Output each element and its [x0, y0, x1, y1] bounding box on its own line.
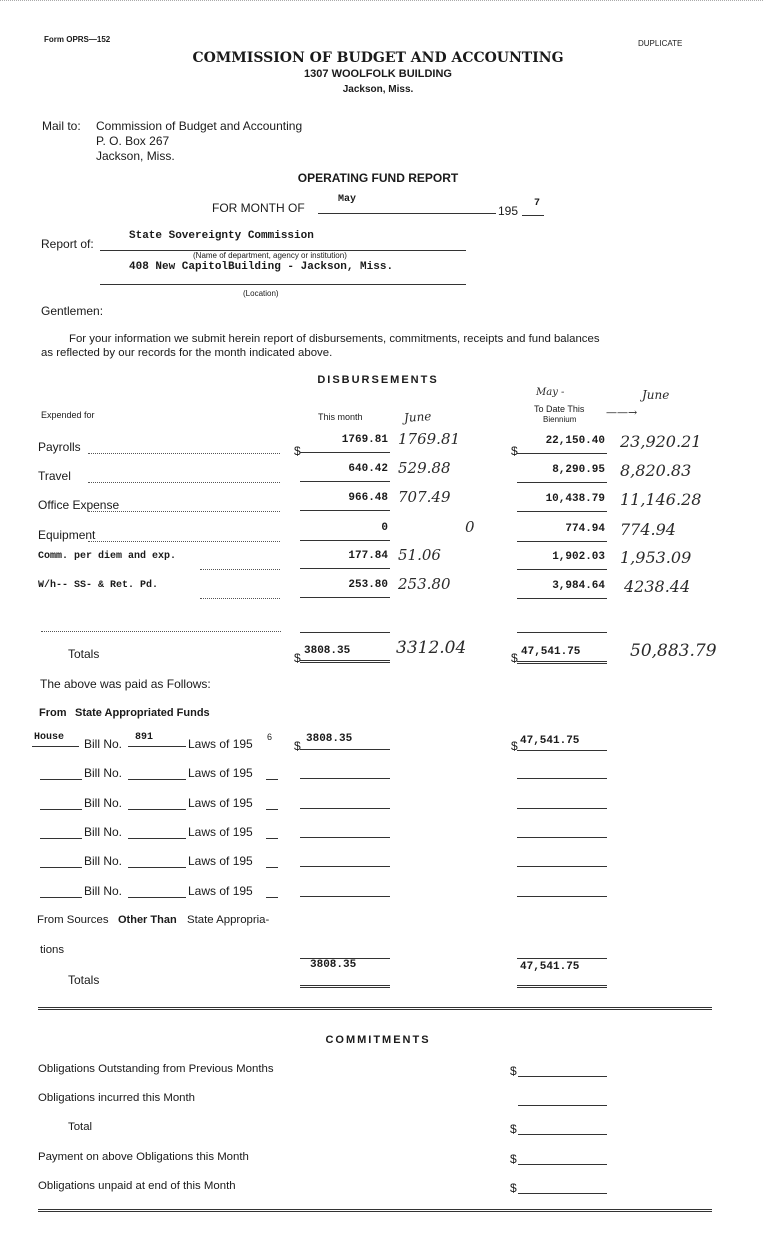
form-number: Form OPRS—152 — [44, 35, 111, 44]
bottom-divider — [38, 1209, 712, 1212]
disb-total-month-dline — [300, 660, 390, 663]
laws-label: Laws of 195 — [188, 854, 253, 868]
bill-to-date: 47,541.75 — [520, 735, 580, 747]
duplicate-stamp: DUPLICATE — [638, 39, 683, 48]
col-to-date: To Date This — [534, 404, 585, 414]
bill-house-blank — [40, 867, 82, 868]
salutation: Gentlemen: — [41, 304, 104, 318]
paid-totals-label: Totals — [68, 973, 100, 987]
hand-total-to-date: 50,883.79 — [630, 641, 717, 661]
other-sources-typed: Other Than — [118, 914, 177, 926]
col-biennium: Biennium — [543, 415, 577, 424]
house-underline — [32, 746, 79, 747]
year-prefix: 195 — [498, 204, 519, 218]
hand-to-date-value: 23,920.21 — [620, 432, 702, 451]
disb-row-dots — [88, 482, 280, 483]
year-underline — [522, 215, 544, 216]
hand-month-value: 51.06 — [398, 546, 441, 564]
disb-row-todate-line — [517, 541, 607, 542]
disb-total-dollar-1: $ — [294, 651, 301, 665]
commitment-dollar: $ — [510, 1152, 517, 1166]
laws-label: Laws of 195 — [188, 737, 253, 751]
bill-todate-blank — [517, 808, 607, 809]
paid-intro: The above was paid as Follows: — [40, 677, 211, 691]
org-city: Jackson, Miss. — [342, 84, 414, 95]
disb-row-dots — [200, 569, 280, 570]
report-title: OPERATING FUND REPORT — [297, 171, 459, 185]
disb-row-month-line — [300, 540, 390, 541]
paid-total-todate-dline — [517, 985, 607, 988]
report-month: May — [338, 194, 357, 205]
bill-no-blank — [128, 867, 186, 868]
laws-label: Laws of 195 — [188, 825, 253, 839]
disb-total-todate-dline — [517, 661, 607, 664]
disb-row-dots — [88, 511, 280, 512]
other-sources-post-2: tions — [40, 944, 65, 956]
col-expended-for: Expended for — [41, 410, 95, 420]
disb-row-label: Office Expense — [38, 498, 120, 512]
other-sources-pre: From Sources — [37, 914, 109, 926]
disb-total-to-date: 47,541.75 — [521, 646, 581, 658]
hand-month-value: 529.88 — [398, 459, 451, 477]
hand-month-value: 0 — [465, 518, 475, 536]
disb-totals-label: Totals — [68, 647, 100, 661]
commitments-title: COMMITMENTS — [325, 1034, 431, 1046]
org-title: COMMISSION OF BUDGET AND ACCOUNTING — [192, 50, 564, 66]
report-of-label: Report of: — [41, 237, 94, 251]
bill-no-blank — [128, 809, 186, 810]
disb-row-label: Payrolls — [38, 440, 81, 454]
bill-todate-blank — [517, 778, 607, 779]
disb-row-label: Equipment — [38, 528, 96, 542]
commitment-label: Obligations Outstanding from Previous Months — [38, 1063, 274, 1075]
bill-no-label: Bill No. — [84, 854, 123, 868]
house-label: House — [34, 732, 65, 743]
disb-total-month: 3808.35 — [304, 645, 351, 657]
commitment-label: Obligations incurred this Month — [38, 1092, 196, 1104]
commitment-label: Payment on above Obligations this Month — [38, 1151, 249, 1163]
for-month-label: FOR MONTH OF — [212, 201, 305, 215]
page-top-edge — [0, 0, 763, 1]
department-caption: (Name of department, agency or institution) — [193, 251, 347, 260]
disb-row-label: Comm. per diem and exp. — [38, 551, 177, 562]
commitment-blank-line — [518, 1164, 607, 1165]
laws-year-blank — [266, 897, 278, 898]
disb-row-to-date: 10,438.79 — [545, 493, 605, 505]
paid-total-to-date: 47,541.75 — [520, 961, 580, 973]
disb-row-todate-line — [517, 511, 607, 512]
year-digit: 7 — [534, 198, 541, 209]
commitment-label: Obligations unpaid at end of this Month — [38, 1180, 236, 1192]
disb-row-month-line — [300, 568, 390, 569]
disb-row-label: Travel — [38, 469, 71, 483]
bill-no-label: Bill No. — [84, 825, 123, 839]
commitment-dollar: $ — [510, 1064, 517, 1078]
blank-row-dots — [41, 631, 281, 632]
disbursements-title: DISBURSEMENTS — [317, 374, 439, 386]
commitment-dollar: $ — [510, 1122, 517, 1136]
disb-row-to-date: 8,290.95 — [552, 464, 605, 476]
disb-row-this-month: 0 — [381, 522, 388, 534]
laws-label: Laws of 195 — [188, 766, 253, 780]
commitment-blank-line — [518, 1193, 607, 1194]
hand-to-date-value: 11,146.28 — [620, 490, 702, 509]
bill-month-blank — [300, 866, 390, 867]
hand-total-month: 3312.04 — [396, 638, 467, 658]
hand-to-date-value: 4238.44 — [624, 577, 691, 596]
bill-dollar-1: $ — [294, 739, 301, 753]
disb-row-todate-line — [517, 482, 607, 483]
bill-no-label: Bill No. — [84, 884, 123, 898]
hand-month-value: 1769.81 — [398, 430, 461, 448]
intro-text-2: as reflected by our records for the month indicated above. — [41, 347, 333, 359]
disb-row-to-date: 3,984.64 — [552, 580, 605, 592]
col-this-month: This month — [318, 412, 363, 422]
bill-house-blank — [40, 838, 82, 839]
commitment-label: Total — [68, 1121, 93, 1133]
location-underline — [100, 284, 466, 285]
disb-total-dollar-2: $ — [511, 651, 518, 665]
bill-house-blank — [40, 779, 82, 780]
commitment-blank-line — [518, 1076, 607, 1077]
paid-from-value: State Appropriated Funds — [75, 707, 210, 719]
mail-to-line1: Commission of Budget and Accounting — [96, 119, 303, 133]
disb-row-this-month: 253.80 — [348, 579, 388, 591]
hand-to-date-value: 774.94 — [620, 520, 676, 539]
disb-row-to-date: 22,150.40 — [545, 435, 605, 447]
hand-month-value: 253.80 — [398, 575, 451, 593]
laws-year-blank — [266, 838, 278, 839]
location-caption: (Location) — [243, 289, 279, 298]
blank-row-todate-line — [517, 632, 607, 633]
bill-no-blank — [128, 838, 186, 839]
hand-june-col-2: June — [642, 388, 670, 402]
hand-month-value: 707.49 — [398, 488, 451, 506]
hand-arrow: ——→ — [606, 406, 638, 419]
disb-row-dollar: $ — [294, 444, 301, 458]
disb-row-dots — [88, 541, 280, 542]
laws-year-blank — [266, 779, 278, 780]
laws-digit: 6 — [267, 732, 273, 742]
hand-june-col: June — [403, 409, 432, 425]
disb-row-this-month: 1769.81 — [341, 434, 388, 446]
bill-dollar-2: $ — [511, 739, 518, 753]
bill-house-blank — [40, 897, 82, 898]
org-building: 1307 WOOLFOLK BUILDING — [304, 68, 452, 80]
disb-row-todate-line — [517, 598, 607, 599]
laws-label: Laws of 195 — [188, 796, 253, 810]
laws-year-blank — [266, 867, 278, 868]
disb-row-dots — [88, 453, 280, 454]
location-value: 408 New CapitolBuilding - Jackson, Miss. — [129, 261, 394, 273]
bill-month-blank — [300, 837, 390, 838]
department-name: State Sovereignty Commission — [129, 230, 314, 242]
bill-no-value: 891 — [135, 732, 154, 743]
bill-no-label: Bill No. — [84, 796, 123, 810]
bill-no-blank — [128, 897, 186, 898]
disb-row-to-date: 774.94 — [565, 523, 605, 535]
laws-year-blank — [266, 809, 278, 810]
bill-this-month: 3808.35 — [306, 733, 353, 745]
disb-row-this-month: 640.42 — [348, 463, 388, 475]
paid-total-month: 3808.35 — [310, 959, 357, 971]
mail-to-label: Mail to: — [42, 119, 81, 133]
commitment-blank-line — [518, 1105, 607, 1106]
other-todate-line — [517, 958, 607, 959]
bill-month-blank — [300, 808, 390, 809]
disb-row-month-line — [300, 597, 390, 598]
bill-no-label: Bill No. — [84, 737, 123, 751]
bill-no-label: Bill No. — [84, 766, 123, 780]
disb-row-label: W/h-- SS- & Ret. Pd. — [38, 580, 159, 591]
disb-row-this-month: 966.48 — [348, 492, 388, 504]
disb-row-todate-line — [517, 569, 607, 570]
paid-from-label: From — [39, 707, 67, 719]
commitment-blank-line — [518, 1134, 607, 1135]
paid-total-month-dline — [300, 985, 390, 988]
bill-house-blank — [40, 809, 82, 810]
commitment-dollar: $ — [510, 1181, 517, 1195]
bill-todate-underline — [517, 750, 607, 751]
section-divider — [38, 1007, 712, 1010]
disb-row-todate-line — [517, 453, 607, 454]
bill-no-underline — [128, 746, 186, 747]
disb-row-to-date: 1,902.03 — [552, 551, 605, 563]
laws-label: Laws of 195 — [188, 884, 253, 898]
disb-row-dollar-2: $ — [511, 444, 518, 458]
other-sources-post: State Appropria- — [187, 914, 270, 926]
mail-to-line3: Jackson, Miss. — [96, 149, 175, 163]
intro-text: For your information we submit herein report of disbursements, commitments, receipts and fund balances — [69, 333, 600, 345]
bill-todate-blank — [517, 896, 607, 897]
disb-row-this-month: 177.84 — [348, 550, 388, 562]
bill-month-blank — [300, 896, 390, 897]
disb-row-month-line — [300, 481, 390, 482]
bill-month-underline — [300, 749, 390, 750]
blank-row-month-line — [300, 632, 390, 633]
disb-row-month-line — [300, 452, 390, 453]
hand-to-date-value: 1,953.09 — [620, 548, 692, 567]
disb-row-month-line — [300, 510, 390, 511]
hand-may-col: May - — [536, 387, 565, 398]
month-underline — [318, 213, 496, 214]
disb-row-dots — [200, 598, 280, 599]
bill-no-blank — [128, 779, 186, 780]
bill-month-blank — [300, 778, 390, 779]
mail-to-line2: P. O. Box 267 — [96, 134, 170, 148]
bill-todate-blank — [517, 866, 607, 867]
bill-todate-blank — [517, 837, 607, 838]
hand-to-date-value: 8,820.83 — [620, 461, 692, 480]
